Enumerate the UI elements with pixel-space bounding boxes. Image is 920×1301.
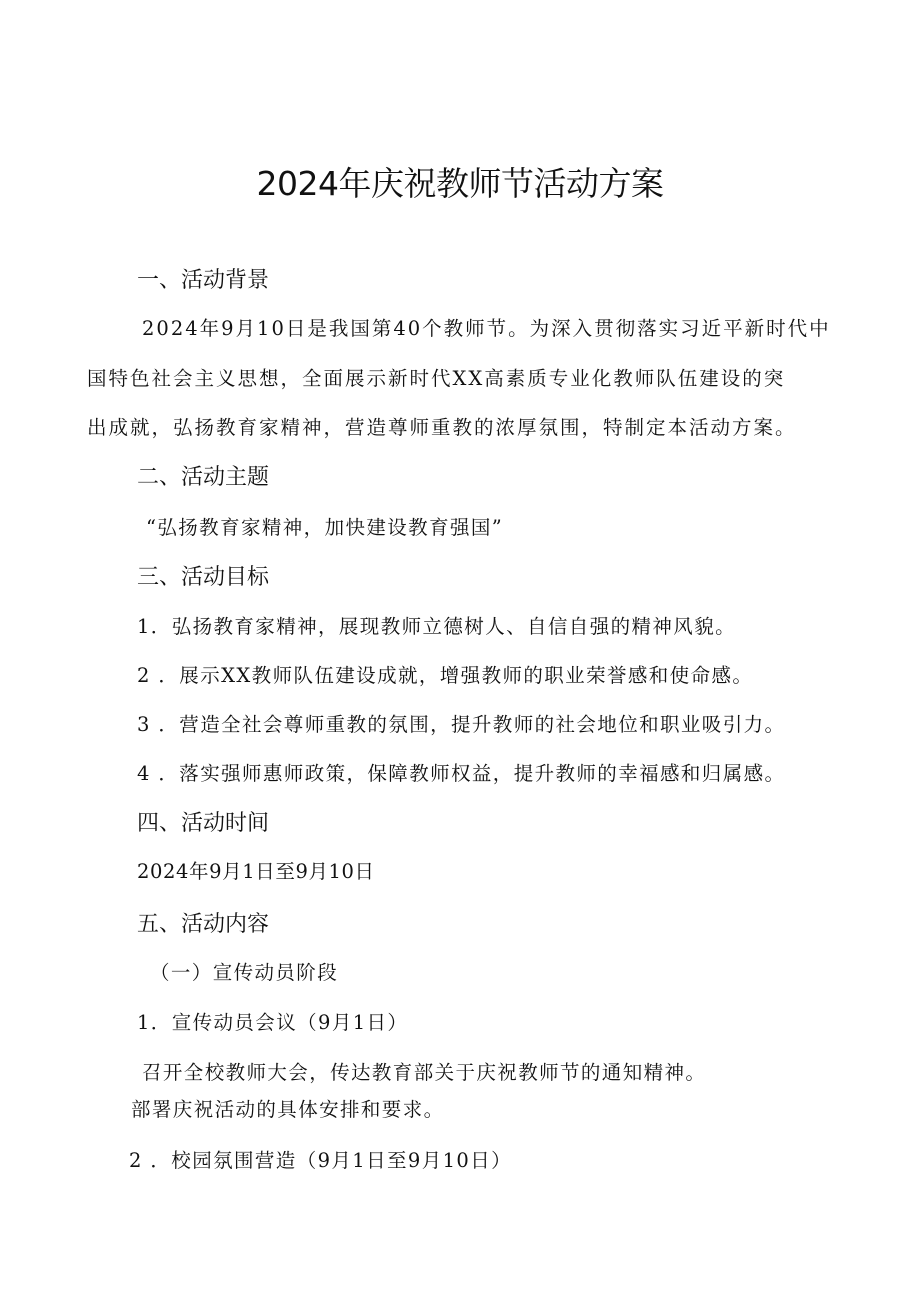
content-item-1-title: 1．宣传动员会议（9月1日） xyxy=(137,1011,409,1034)
goal-item-3: 3 ．营造全社会尊师重教的氛围，提升教师的社会地位和职业吸引力。 xyxy=(137,713,786,736)
section-heading-time: 四、活动时间 xyxy=(137,811,270,836)
goal-item-1: 1．弘扬教育家精神，展现教师立德树人、自信自强的精神风貌。 xyxy=(137,615,737,638)
document-title: 2024年庆祝教师节活动方案 xyxy=(256,164,664,203)
section-heading-background: 一、活动背景 xyxy=(137,268,270,293)
time-text: 2024年9月1日至9月10日 xyxy=(137,860,375,883)
theme-text: “弘扬教育家精神，加快建设教育强国” xyxy=(146,516,504,539)
content-item-1-line-1: 召开全校教师大会，传达教育部关于庆祝教师节的通知精神。 xyxy=(142,1061,707,1084)
goal-item-2: 2 ．展示XX教师队伍建设成就，增强教师的职业荣誉感和使命感。 xyxy=(137,664,754,687)
background-line-1: 2024年9月10日是我国第40个教师节。为深入贯彻落实习近平新时代中 xyxy=(142,317,831,340)
content-item-2-title: 2 ．校园氛围营造（9月1日至9月10日） xyxy=(129,1149,513,1172)
section-heading-content: 五、活动内容 xyxy=(137,912,270,937)
section-heading-theme: 二、活动主题 xyxy=(137,465,270,490)
goal-item-4: 4 ．落实强师惠师政策，保障教师权益，提升教师的幸福感和归属感。 xyxy=(137,762,786,785)
content-item-1-line-2: 部署庆祝活动的具体安排和要求。 xyxy=(131,1098,445,1121)
section-heading-goals: 三、活动目标 xyxy=(137,565,270,590)
background-line-3: 出成就，弘扬教育家精神，营造尊师重教的浓厚氛围，特制定本活动方案。 xyxy=(87,416,797,439)
background-line-2: 国特色社会主义思想，全面展示新时代XX高素质专业化教师队伍建设的突 xyxy=(87,367,786,390)
content-stage-1: （一）宣传动员阶段 xyxy=(150,961,339,984)
